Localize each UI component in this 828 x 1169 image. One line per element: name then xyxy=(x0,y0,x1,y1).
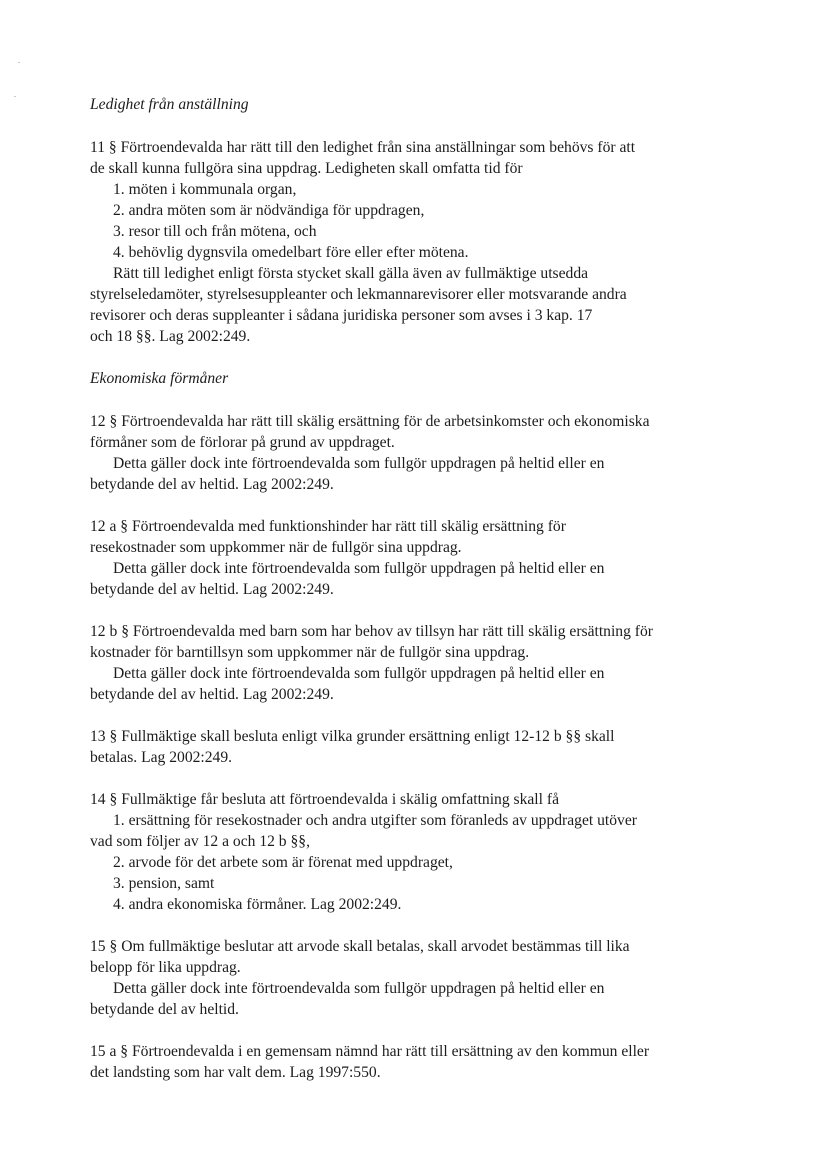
paragraph-15 xyxy=(90,936,730,1020)
list-item: 1. ersättning för resekostnader och andra utgifter som föranleds av uppdraget utöver xyxy=(113,812,637,829)
document-page xyxy=(90,94,730,1083)
text-line: Rätt till ledighet enligt första stycket skall gälla även av fullmäktige utsedda xyxy=(113,265,589,282)
section-ekonomiska xyxy=(90,368,730,1083)
paragraph-12a xyxy=(90,516,730,600)
text-line: det landsting som har valt dem. Lag 1997:550. xyxy=(90,1064,381,1081)
text-line: vad som följer av 12 a och 12 b §§, xyxy=(90,833,310,850)
text-line: belopp för lika uppdrag. xyxy=(90,959,241,976)
text-line: 15 a § Förtroendevalda i en gemensam nämnd har rätt till ersättning av den kommun eller xyxy=(90,1043,650,1060)
text-line: de skall kunna fullgöra sina uppdrag. Ledigheten skall omfatta tid för xyxy=(90,160,523,177)
text-line: 14 § Fullmäktige får besluta att förtroendevalda i skälig omfattning skall få xyxy=(90,791,559,808)
text-line: 11 § Förtroendevalda har rätt till den ledighet från sina anställningar som behövs för att xyxy=(90,139,636,156)
text-line: 12 b § Förtroendevalda med barn som har behov av tillsyn har rätt till skälig ersättning för xyxy=(90,623,653,640)
paragraph-13 xyxy=(90,726,730,768)
text-line: Detta gäller dock inte förtroendevalda som fullgör uppdragen på heltid eller en xyxy=(113,980,605,997)
paragraph-12b xyxy=(90,621,730,705)
text-line: 15 § Om fullmäktige beslutar att arvode skall betalas, skall arvodet bestämmas till lika xyxy=(90,938,630,955)
text-line: betydande del av heltid. xyxy=(90,1001,239,1018)
scan-speck xyxy=(18,62,20,63)
list-item: 3. resor till och från mötena, och xyxy=(113,223,317,240)
text-line: betalas. Lag 2002:249. xyxy=(90,749,233,766)
list-item: 3. pension, samt xyxy=(113,875,215,892)
text-line: resekostnader som uppkommer när de fullgör sina uppdrag. xyxy=(90,539,462,556)
list-item: 2. arvode för det arbete som är förenat med uppdraget, xyxy=(113,854,453,871)
text-line: Detta gäller dock inte förtroendevalda som fullgör uppdragen på heltid eller en xyxy=(113,665,605,682)
paragraph-11 xyxy=(90,137,730,347)
list-item: 1. möten i kommunala organ, xyxy=(113,181,297,198)
text-line: 12 § Förtroendevalda har rätt till skälig ersättning för de arbetsinkomster och ekonomiska xyxy=(90,413,650,430)
paragraph-14 xyxy=(90,789,730,915)
text-line: och 18 §§. Lag 2002:249. xyxy=(90,328,251,345)
section-heading: Ledighet från anställning xyxy=(90,96,249,113)
text-line: styrelseledamöter, styrelsesuppleanter och lekmannarevisorer eller motsvarande andra xyxy=(90,286,627,303)
list-item: 4. andra ekonomiska förmåner. Lag 2002:249. xyxy=(113,896,402,913)
text-line: 12 a § Förtroendevalda med funktionshinder har rätt till skälig ersättning för xyxy=(90,518,566,535)
paragraph-12 xyxy=(90,411,730,495)
text-line: betydande del av heltid. Lag 2002:249. xyxy=(90,476,334,493)
text-line: betydande del av heltid. Lag 2002:249. xyxy=(90,581,334,598)
list-item: 2. andra möten som är nödvändiga för uppdragen, xyxy=(113,202,425,219)
paragraph-15a xyxy=(90,1041,730,1083)
text-line: förmåner som de förlorar på grund av uppdraget. xyxy=(90,434,395,451)
section-heading: Ekonomiska förmåner xyxy=(90,370,229,387)
scan-speck xyxy=(14,96,16,97)
text-line: betydande del av heltid. Lag 2002:249. xyxy=(90,686,334,703)
text-line: kostnader för barntillsyn som uppkommer när de fullgör sina uppdrag. xyxy=(90,644,530,661)
list-item: 4. behövlig dygnsvila omedelbart före eller efter mötena. xyxy=(113,244,469,261)
text-line: 13 § Fullmäktige skall besluta enligt vilka grunder ersättning enligt 12-12 b §§ skall xyxy=(90,728,615,745)
text-line: Detta gäller dock inte förtroendevalda som fullgör uppdragen på heltid eller en xyxy=(113,455,605,472)
text-line: Detta gäller dock inte förtroendevalda som fullgör uppdragen på heltid eller en xyxy=(113,560,605,577)
text-line: revisorer och deras suppleanter i sådana juridiska personer som avses i 3 kap. 17 xyxy=(90,307,593,324)
section-ledighet xyxy=(90,94,730,347)
